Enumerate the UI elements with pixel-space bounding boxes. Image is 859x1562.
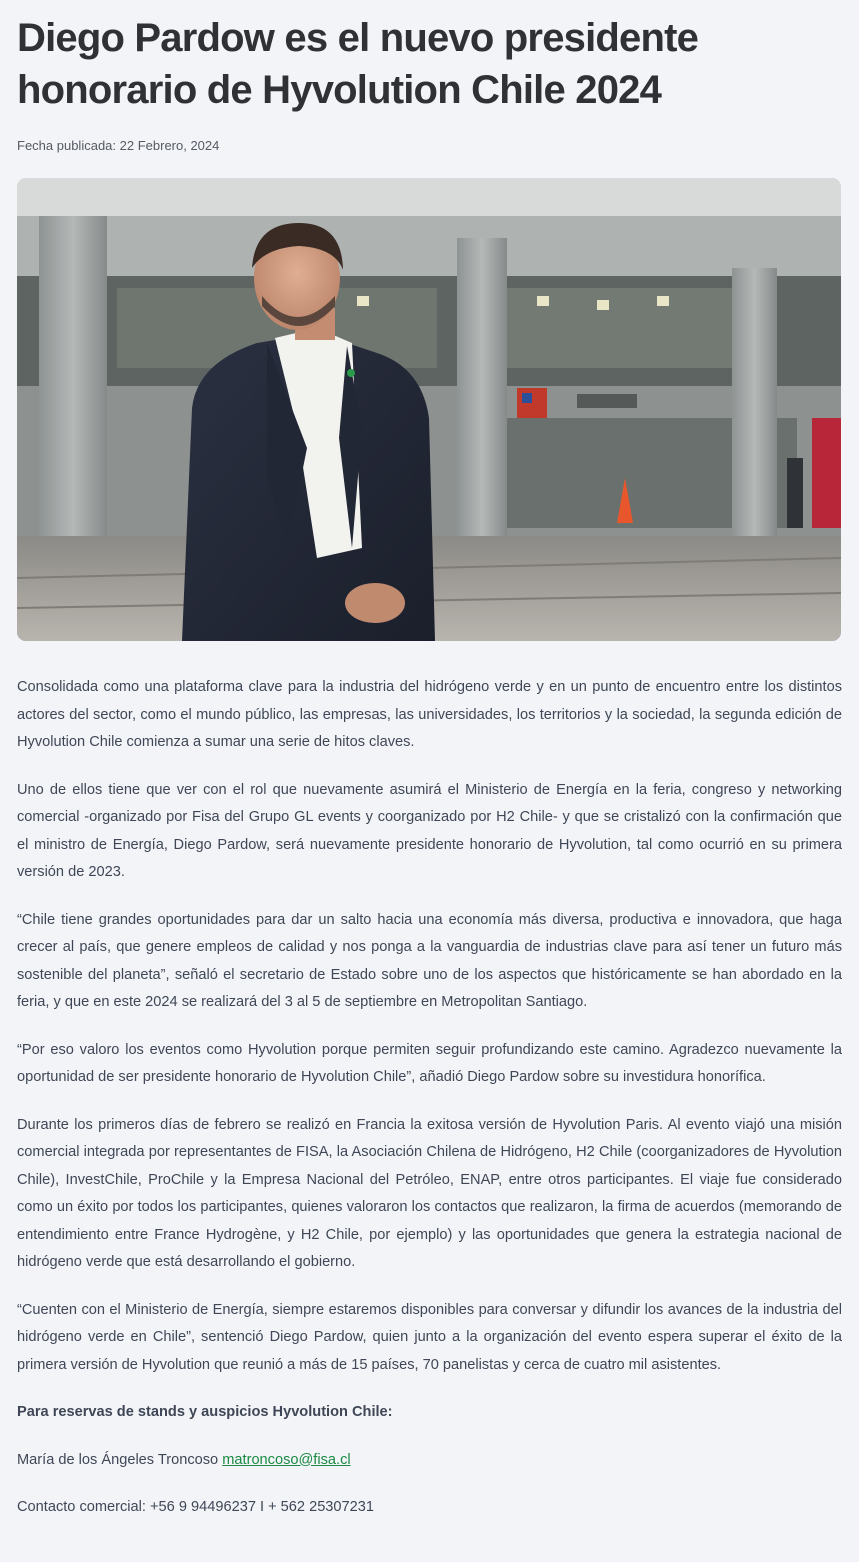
paragraph: “Cuenten con el Ministerio de Energía, siempre estaremos disponibles para conversar y difundir los avances de la industria del hidrógeno verde en Chile”, sentenció Diego Pardow, quien junto a la organización del evento espera superar el éxito de la primera versión de Hyvolution que reunió a más de 15 países, 70 panelistas y cerca de cuatro mil asistentes. — [17, 1301, 842, 1373]
paragraph: Uno de ellos tiene que ver con el rol que nuevamente asumirá el Ministerio de Energía en la feria, congreso y networking comercial -organizado por Fisa del Grupo GL events y coorganizado por H2 Chile- y que se cristalizó con la confirmación que el ministro de Energía, Diego Pardow, será nuevamente presidente honorario de Hyvolution, tal como ocurrió en su primera versión de 2023. — [17, 781, 842, 880]
contact-name: María de los Ángeles Troncoso — [17, 1451, 219, 1468]
article-body — [17, 674, 842, 1522]
reservations-heading: Para reservas de stands y auspicios Hyvolution Chile: — [17, 1404, 393, 1420]
publish-date-value: 22 Febrero, 2024 — [119, 138, 220, 153]
contact-line — [17, 1447, 842, 1475]
paragraph: Consolidada como una plataforma clave para la industria del hidrógeno verde y en un punto de encuentro entre los distintos actores del sector, como el mundo público, las empresas, las universidades, los territorios y la sociedad, la segunda edición de Hyvolution Chile comienza a sumar una serie de hitos claves. — [17, 679, 842, 750]
paragraph: “Por eso valoro los eventos como Hyvolution porque permiten seguir profundizando este camino. Agradezco nuevamente la oportunidad de ser presidente honorario de Hyvolution Chile”, añadió Diego Pardow sobre su investidura honorífica. — [17, 1041, 842, 1085]
publish-date-label: Fecha publicada: — [17, 138, 117, 153]
contact-email-link[interactable]: matroncoso@fisa.cl — [222, 1451, 351, 1468]
article-title: Diego Pardow es el nuevo presidente honorario de Hyvolution Chile 2024 — [17, 16, 699, 112]
commercial-contact: Contacto comercial: +56 9 94496237 I + 562 25307231 — [17, 1499, 375, 1515]
publish-date — [17, 138, 842, 156]
paragraph: Durante los primeros días de febrero se realizó en Francia la exitosa versión de Hyvolution Paris. Al evento viajó una misión comercial integrada por representantes de FISA, la Asociación Chilena de Hidrógeno, H2 Chile (coorganizadores de Hyvolution Chile), InvestChile, ProChile y la Empresa Nacional del Petróleo, ENAP, entre otros participantes. El viaje fue considerado como un éxito por todos los participantes, quienes valoraron los contactos que realizaron, la firma de acuerdos (memorando de entendimiento entre France Hydrogène, y H2 Chile, por ejemplo) y las oportunidades que genera la estrategia nacional de hidrógeno verde que está desarrollando el gobierno. — [17, 1116, 842, 1270]
hero-photo-illustration — [17, 178, 841, 641]
paragraph: “Chile tiene grandes oportunidades para dar un salto hacia una economía más diversa, productiva e innovadora, que haga crecer al país, que genere empleos de calidad y nos ponga a la vanguardia de industrias clave para así tener un futuro más sostenible del planeta”, señaló el secretario de Estado sobre uno de los aspectos que históricamente se han abordado en la feria, y que en este 2024 se realizará del 3 al 5 de septiembre en Metropolitan Santiago. — [17, 911, 842, 1010]
hero-photo — [17, 178, 841, 641]
